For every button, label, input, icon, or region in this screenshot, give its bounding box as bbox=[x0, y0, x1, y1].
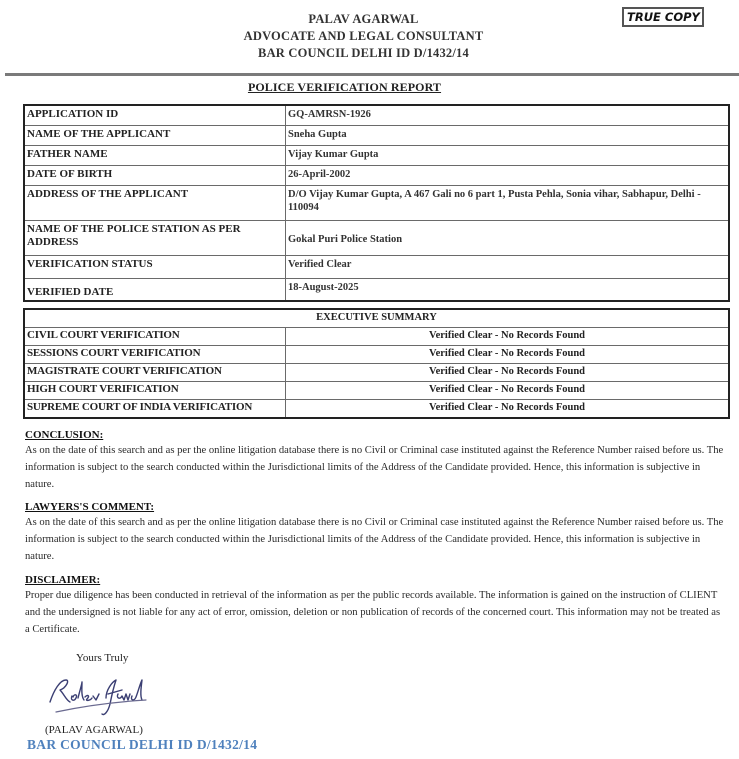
detail-label: NAME OF THE POLICE STATION AS PER ADDRESS bbox=[24, 221, 286, 256]
table-row bbox=[24, 346, 729, 364]
table-row bbox=[24, 364, 729, 382]
signature-icon bbox=[44, 672, 154, 725]
advocate-name: PALAV AGARWAL bbox=[308, 12, 419, 26]
lawyers-comment-text: As on the date of this search and as per the online litigation database there is no Civil or Criminal case instituted against the Reference Number raised before us. The information is subject to the search conducted within the Jurisdictional limits of the Address of the Candidate provided. Hence, this information is subjective in nature. bbox=[25, 517, 724, 562]
detail-value: 26-April-2002 bbox=[286, 166, 730, 186]
table-row bbox=[24, 328, 729, 346]
disclaimer-section bbox=[25, 574, 725, 638]
summary-label: CIVIL COURT VERIFICATION bbox=[24, 328, 286, 346]
detail-label: FATHER NAME bbox=[24, 146, 286, 166]
detail-value: 18-August-2025 bbox=[286, 279, 730, 301]
lawyers-comment-section bbox=[25, 501, 725, 565]
detail-label: VERIFICATION STATUS bbox=[24, 256, 286, 279]
table-row bbox=[24, 166, 729, 186]
detail-value: D/O Vijay Kumar Gupta, A 467 Gali no 6 part 1, Pusta Pehla, Sonia vihar, Sabhapur, Delhi - 110094 bbox=[286, 186, 730, 221]
table-row bbox=[24, 382, 729, 400]
detail-label: DATE OF BIRTH bbox=[24, 166, 286, 186]
summary-label: HIGH COURT VERIFICATION bbox=[24, 382, 286, 400]
summary-result: Verified Clear - No Records Found bbox=[286, 328, 730, 346]
table-row bbox=[24, 146, 729, 166]
detail-value: Gokal Puri Police Station bbox=[286, 221, 730, 256]
table-row bbox=[24, 105, 729, 126]
table-row bbox=[24, 186, 729, 221]
table-row bbox=[24, 279, 729, 301]
summary-label: SUPREME COURT OF INDIA VERIFICATION bbox=[24, 400, 286, 419]
conclusion-section bbox=[25, 429, 725, 493]
detail-label: ADDRESS OF THE APPLICANT bbox=[24, 186, 286, 221]
summary-label: MAGISTRATE COURT VERIFICATION bbox=[24, 364, 286, 382]
advocate-title: ADVOCATE AND LEGAL CONSULTANT bbox=[243, 29, 484, 43]
disclaimer-text: Proper due diligence has been conducted in retrieval of the information as per the public records available. The information is gained on the instruction of CLIENT and the undersigned is not liable for any act of error, omission, deletion or non publication of records of the concerned court. This information may not be treated as a Certificate. bbox=[25, 590, 721, 635]
table-row bbox=[24, 221, 729, 256]
report-title: POLICE VERIFICATION REPORT bbox=[247, 80, 442, 94]
disclaimer-heading: DISCLAIMER: bbox=[25, 574, 101, 586]
detail-label: NAME OF THE APPLICANT bbox=[24, 126, 286, 146]
summary-result: Verified Clear - No Records Found bbox=[286, 346, 730, 364]
conclusion-heading: CONCLUSION: bbox=[25, 429, 104, 441]
applicant-details-table bbox=[23, 104, 730, 302]
detail-value: Sneha Gupta bbox=[286, 126, 730, 146]
executive-summary-table bbox=[23, 308, 730, 419]
closing-salutation: Yours Truly bbox=[76, 652, 129, 664]
detail-value: Verified Clear bbox=[286, 256, 730, 279]
table-row bbox=[24, 256, 729, 279]
lawyers-comment-heading: LAWYERS'S COMMENT: bbox=[25, 501, 155, 513]
summary-heading: EXECUTIVE SUMMARY bbox=[24, 309, 729, 328]
table-row bbox=[24, 400, 729, 419]
summary-result: Verified Clear - No Records Found bbox=[286, 400, 730, 419]
signatory-bar-id: BAR COUNCIL DELHI ID D/1432/14 bbox=[27, 737, 258, 752]
summary-result: Verified Clear - No Records Found bbox=[286, 382, 730, 400]
summary-result: Verified Clear - No Records Found bbox=[286, 364, 730, 382]
header-divider bbox=[5, 73, 739, 76]
table-row bbox=[24, 126, 729, 146]
advocate-bar-id: BAR COUNCIL DELHI ID D/1432/14 bbox=[258, 46, 469, 60]
signatory-name: (PALAV AGARWAL) bbox=[45, 724, 143, 736]
detail-value: GQ-AMRSN-1926 bbox=[286, 105, 730, 126]
detail-label: APPLICATION ID bbox=[24, 105, 286, 126]
conclusion-text: As on the date of this search and as per the online litigation database there is no Civil or Criminal case instituted against the Reference Number raised before us. The information is subject to the search conducted within the Jurisdictional limits of the Address of the Candidate provided. Hence, this information is subjective in nature. bbox=[25, 445, 724, 490]
detail-label: VERIFIED DATE bbox=[24, 279, 286, 301]
true-copy-stamp: TRUE COPY bbox=[622, 7, 704, 27]
table-row bbox=[24, 309, 729, 328]
detail-value: Vijay Kumar Gupta bbox=[286, 146, 730, 166]
summary-label: SESSIONS COURT VERIFICATION bbox=[24, 346, 286, 364]
